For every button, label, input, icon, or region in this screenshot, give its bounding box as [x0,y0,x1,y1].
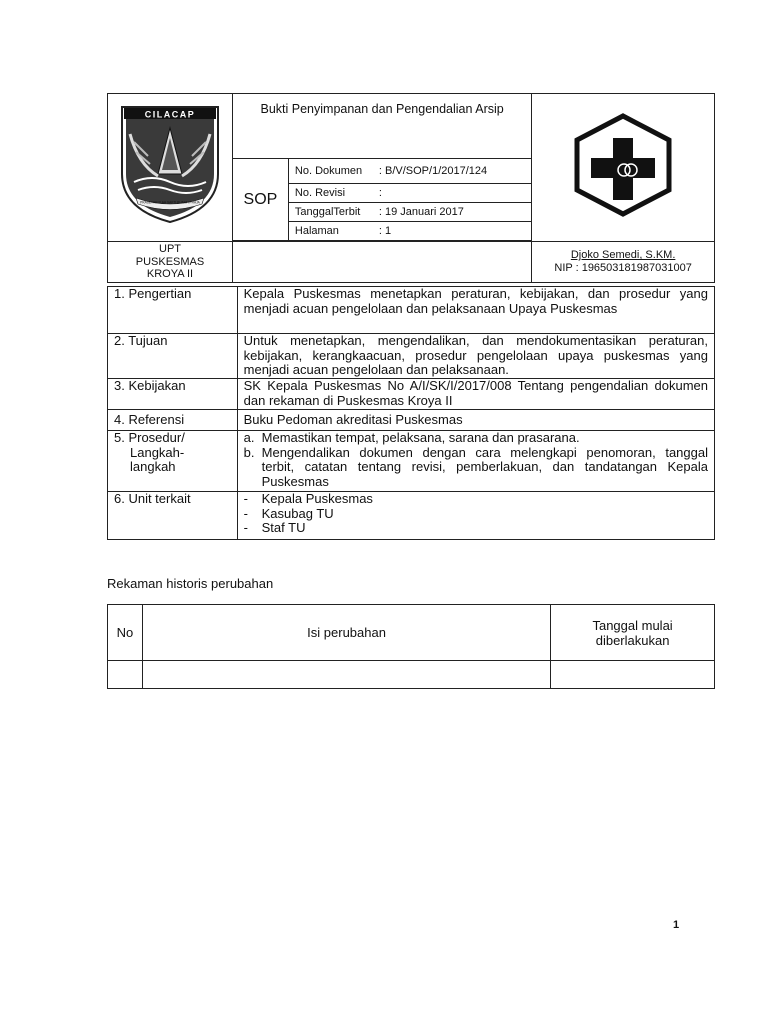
signature-blank-cell [233,242,532,283]
row-content: Untuk menetapkan, mengendalikan, dan mendokumentasikan peraturan, kebijakan, kerangkaacuan, prosedur pengelolaan upaya puskesmas yang menjadi acuan pengelolaan dan pelaksanaan. [237,334,714,379]
logo-motto-text: PRASETYA ULAH SAKTI BHAKTI PRAJA [140,200,200,205]
row-kebijakan [108,379,715,410]
org-line: KROYA II [146,268,194,280]
list-marker: - [243,520,248,535]
row-tujuan [108,334,715,379]
meta-label: Halaman [294,225,339,237]
document-title-cell [233,94,532,159]
meta-value: : 19 Januari 2017 [378,206,464,218]
org-line: PUSKESMAS [135,255,205,268]
org-line: UPT [159,243,181,255]
col-tanggal-line: diberlakukan [595,632,670,648]
row-content: SK Kepala Puskesmas No A/I/SK/I/2017/008 Tentang pengendalian dokumen dan rekaman di Puskesmas Kroya II [237,379,714,410]
meta-label: TanggalTerbit [294,206,361,218]
history-empty-row [108,661,715,689]
row-content: Buku Pedoman akreditasi Puskesmas [237,410,714,431]
list-marker: a. [243,430,255,445]
meta-value: : [378,187,382,199]
meta-label: No. Dokumen [294,165,363,177]
row-content: Kepala Puskesmas menetapkan peraturan, kebijakan, dan prosedur yang menjadi acuan pengelolaan dan pelaksanaan Upaya Puskesmas [237,287,714,334]
logo-cell [108,94,233,242]
sop-label: SOP [243,190,278,208]
list-text: Staf TU [261,520,306,535]
history-header-row [108,605,715,661]
logo-name-text: CILACAP [144,109,196,120]
list-text: Kasubag TU [261,505,334,521]
row-label: 1. Pengertian [108,287,238,334]
sop-header-table [107,93,715,283]
page-number: 1 [673,919,680,931]
list-marker: b. [243,444,255,460]
list-text: Kepala Puskesmas [261,491,373,506]
document-title: Bukti Penyimpanan dan Pengendalian Arsip [260,102,504,116]
meta-row-revision [288,184,531,203]
history-title: Rekaman historis perubahan [107,576,274,591]
list-item [244,507,708,522]
sop-label-cell [233,159,289,241]
empty-cell [108,661,143,689]
signer-cell [532,242,715,283]
meta-row-page [288,222,531,241]
list-item [244,492,708,507]
meta-value: : B/V/SOP/1/2017/124 [378,165,488,177]
empty-cell [142,661,550,689]
label-line: 5. Prosedur/ [114,430,185,445]
history-table [107,604,715,689]
meta-row-issue-date [288,203,531,222]
row-label: 6. Unit terkait [108,492,238,540]
meta-row-document-number [288,159,531,184]
row-pengertian [108,287,715,334]
list-marker: - [243,491,248,506]
list-text: Memastikan tempat, pelaksana, sarana dan prasarana. [261,430,580,445]
row-content [237,492,714,540]
list-text: Mengendalikan dokumen dengan cara melengkapi penomoran, tanggal terbit, catatan tentang revisi, pemberlakuan, dan tandatangan Kepala Puskesmas [261,444,708,489]
label-line: langkah [130,459,176,474]
list-item [244,431,708,446]
organization-cell [108,242,233,283]
signer-nip: NIP : 196503181987031007 [554,261,692,274]
row-referensi [108,410,715,431]
meta-value: : 1 [378,225,392,237]
puskesmas-logo-cell [532,94,715,242]
row-label [108,431,238,492]
empty-cell [551,661,715,689]
list-item [244,521,708,536]
row-label: 3. Kebijakan [108,379,238,410]
signer-name: Djoko Semedi, S.KM. [570,249,676,262]
list-item [244,446,708,490]
list-marker: - [243,505,248,521]
row-unit-terkait [108,492,715,540]
row-content [237,431,714,492]
col-isi: Isi perubahan [142,605,550,661]
col-tanggal [551,605,715,661]
col-tanggal-line: Tanggal mulai [592,617,673,633]
meta-label: No. Revisi [294,187,346,199]
label-line: Langkah- [130,444,185,460]
cilacap-logo [108,94,232,236]
sop-body-table [107,286,715,540]
row-label: 4. Referensi [108,410,238,431]
row-prosedur [108,431,715,492]
col-no: No [108,605,143,661]
row-label: 2. Tujuan [108,334,238,379]
puskesmas-logo [558,100,688,230]
